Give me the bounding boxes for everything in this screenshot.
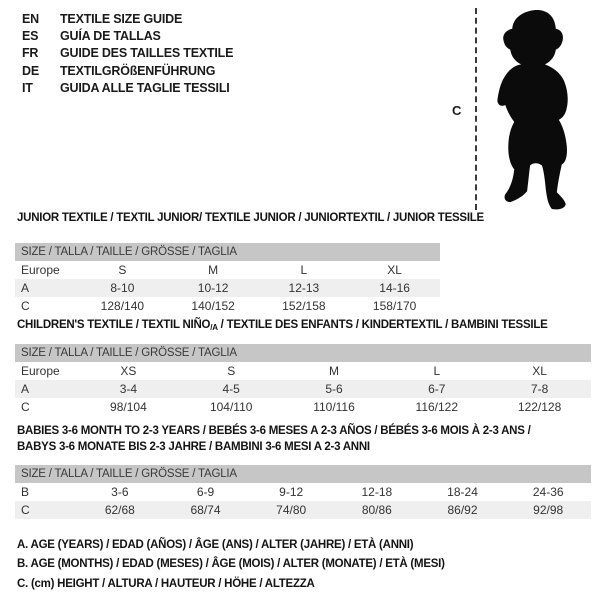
- table-row: [15, 398, 591, 416]
- cell-value: 12-18: [361, 485, 393, 499]
- cell-value: 68/74: [190, 503, 221, 517]
- cell-value: 6-7: [428, 382, 446, 396]
- junior-table-title: JUNIOR TEXTILE / TEXTIL JUNIOR/ TEXTILE JUNIOR / JUNIORTEXTIL / JUNIOR TESSILE: [17, 212, 484, 224]
- cell-value: 4-5: [222, 382, 240, 396]
- language-row: [22, 11, 233, 28]
- row-label: Europe: [21, 364, 60, 378]
- footnotes: [17, 536, 445, 594]
- language-label: GUÍA DE TALLAS: [60, 29, 161, 44]
- language-label: GUIDA ALLE TAGLIE TESSILI: [60, 80, 230, 95]
- table-row: [15, 380, 591, 398]
- cell-value: 86/92: [447, 503, 478, 517]
- cell-value: S: [227, 364, 236, 378]
- note-line-c: C. (cm) HEIGHT / ALTURA / HAUTEUR / HÖHE / ALTEZZA: [17, 577, 315, 590]
- table-row: [15, 483, 591, 501]
- height-measure-line: [475, 8, 477, 210]
- cell-value: 80/86: [361, 503, 392, 517]
- language-row: [22, 45, 233, 62]
- babies-title-line2: BABYS 3-6 MONATE BIS 2-3 JAHRE / BAMBINI 3-6 MESI A 2-3 ANNI: [17, 440, 370, 453]
- cell-value: L: [433, 364, 441, 378]
- cell-value: 14-16: [379, 281, 410, 295]
- children-title-text: CHILDREN'S TEXTILE / TEXTIL NIÑO: [17, 319, 211, 331]
- language-title-list: [22, 11, 233, 97]
- cell-value: 98/104: [110, 400, 147, 414]
- cell-value: 6-9: [196, 485, 215, 499]
- babies-size-table: [15, 465, 591, 519]
- row-label: B: [21, 485, 30, 499]
- cell-value: 3-6: [111, 485, 129, 499]
- cell-value: 10-12: [197, 281, 229, 295]
- language-code: FR: [22, 46, 39, 61]
- row-label: A: [21, 382, 30, 396]
- children-title-subscript: /A: [210, 323, 218, 332]
- size-header-bar: SIZE / TALLA / TAILLE / GRÖSSE / TAGLIA: [15, 243, 440, 261]
- cell-value: 128/140: [100, 299, 145, 313]
- cell-value: 140/152: [191, 299, 235, 313]
- cell-value: 116/122: [415, 400, 459, 414]
- cell-value: M: [328, 364, 339, 378]
- baby-silhouette-icon: [483, 5, 593, 213]
- language-code: ES: [22, 29, 39, 44]
- children-title-text: / TEXTILE DES ENFANTS / KINDERTEXTIL / BAMBINI TESSILE: [217, 319, 548, 331]
- cell-value: 3-4: [119, 382, 138, 396]
- cell-value: 158/170: [372, 299, 417, 313]
- cell-value: 104/110: [209, 400, 253, 414]
- cell-value: 62/68: [104, 503, 135, 517]
- language-code: EN: [22, 12, 39, 26]
- cell-value: 122/128: [517, 400, 562, 414]
- language-row: [22, 28, 233, 45]
- table-row: [15, 279, 440, 297]
- note-line-b: B. AGE (MONTHS) / EDAD (MESES) / ÂGE (MOIS) / ALTER (MONATE) / ETÀ (MESI): [17, 558, 445, 571]
- children-size-table: [15, 344, 591, 416]
- cell-value: 92/98: [533, 503, 564, 517]
- row-label: C: [21, 299, 30, 313]
- measure-label-c: C: [452, 103, 462, 118]
- language-label: TEXTILE SIZE GUIDE: [60, 12, 183, 26]
- language-row: [22, 80, 233, 97]
- children-table-title: [17, 319, 548, 332]
- row-label: C: [21, 503, 30, 517]
- table-row: [15, 297, 440, 315]
- row-label: A: [21, 281, 30, 295]
- size-header-bar: SIZE / TALLA / TAILLE / GRÖSSE / TAGLIA: [15, 344, 591, 362]
- row-label: C: [21, 400, 30, 414]
- language-code: DE: [22, 63, 39, 78]
- cell-value: 152/158: [282, 299, 326, 313]
- note-line-a: A. AGE (YEARS) / EDAD (AÑOS) / ÂGE (ANS) / ALTER (JAHRE) / ETÀ (ANNI): [17, 539, 414, 551]
- cell-value: XL: [532, 364, 547, 378]
- table-row: [15, 261, 440, 279]
- cell-value: 9-12: [279, 485, 304, 499]
- table-row: [15, 501, 591, 519]
- cell-value: 24-36: [532, 485, 564, 499]
- language-code: IT: [22, 80, 33, 95]
- language-row: [22, 63, 233, 80]
- cell-value: 74/80: [276, 503, 307, 517]
- cell-value: S: [118, 263, 127, 277]
- size-header-bar: SIZE / TALLA / TAILLE / GRÖSSE / TAGLIA: [15, 465, 591, 483]
- cell-value: 8-10: [110, 281, 135, 295]
- cell-value: 12-13: [288, 281, 320, 295]
- babies-title-line1: BABIES 3-6 MONTH TO 2-3 YEARS / BEBÉS 3-6 MESES A 2-3 AÑOS / BÉBÉS 3-6 MOIS À 2-3 ANS /: [17, 425, 531, 437]
- cell-value: XL: [387, 263, 402, 277]
- cell-value: 5-6: [325, 382, 343, 396]
- junior-size-table: [15, 243, 440, 315]
- cell-value: 7-8: [530, 382, 549, 396]
- babies-table-title: [17, 424, 577, 455]
- cell-value: 18-24: [447, 485, 478, 499]
- cell-value: 110/116: [313, 400, 355, 414]
- cell-value: L: [300, 263, 308, 277]
- row-label: Europe: [21, 263, 60, 277]
- language-label: TEXTILGRÖßENFÜHRUNG: [60, 63, 216, 78]
- language-label: GUIDE DES TAILLES TEXTILE: [60, 46, 234, 61]
- cell-value: M: [208, 263, 219, 277]
- table-row: [15, 362, 591, 380]
- cell-value: XS: [120, 364, 137, 378]
